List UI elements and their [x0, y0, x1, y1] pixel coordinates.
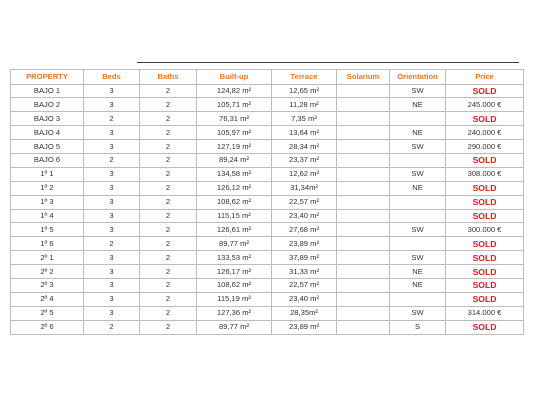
table-row: [11, 112, 524, 126]
baths-cell: 2: [140, 320, 197, 334]
terrace-cell: 12,65 m²: [272, 84, 337, 98]
table-body: [11, 84, 524, 334]
property-table-container: [10, 69, 523, 335]
baths-cell: 2: [140, 112, 197, 126]
beds-cell: 3: [84, 195, 140, 209]
baths-cell: 2: [140, 84, 197, 98]
built-up-cell: 108,62 m²: [197, 278, 272, 292]
terrace-cell: 23,37 m²: [272, 153, 337, 167]
built-up-cell: 126,17 m²: [197, 265, 272, 279]
property-cell: BAJO 5: [11, 140, 84, 154]
terrace-cell: 12,62 m²: [272, 167, 337, 181]
built-up-cell: 115,15 m²: [197, 209, 272, 223]
terrace-cell: 23,40 m²: [272, 209, 337, 223]
table-row: [11, 181, 524, 195]
beds-cell: 3: [84, 278, 140, 292]
table-row: [11, 251, 524, 265]
price-cell: 314.000 €: [446, 306, 524, 320]
orientation-cell: SW: [390, 84, 446, 98]
table-row: [11, 320, 524, 334]
beds-cell: 3: [84, 84, 140, 98]
table-row: [11, 84, 524, 98]
table-header: [11, 70, 524, 85]
beds-cell: 3: [84, 209, 140, 223]
solarium-cell: [337, 153, 390, 167]
terrace-cell: 28,34 m²: [272, 140, 337, 154]
table-row: [11, 126, 524, 140]
terrace-cell: 22,57 m²: [272, 278, 337, 292]
property-cell: BAJO 4: [11, 126, 84, 140]
orientation-cell: [390, 209, 446, 223]
header-orientation: Orientation: [390, 70, 446, 85]
property-cell: BAJO 3: [11, 112, 84, 126]
beds-cell: 3: [84, 140, 140, 154]
built-up-cell: 105,71 m²: [197, 98, 272, 112]
header-row: [11, 70, 524, 85]
beds-cell: 2: [84, 320, 140, 334]
header-built-up: Built-up: [197, 70, 272, 85]
property-cell: 1º 3: [11, 195, 84, 209]
terrace-cell: 28,35m²: [272, 306, 337, 320]
baths-cell: 2: [140, 223, 197, 237]
table-row: [11, 209, 524, 223]
property-cell: 2º 4: [11, 292, 84, 306]
orientation-cell: SW: [390, 140, 446, 154]
beds-cell: 3: [84, 167, 140, 181]
price-cell: SOLD: [446, 278, 524, 292]
price-cell: 290.000 €: [446, 140, 524, 154]
solarium-cell: [337, 320, 390, 334]
price-cell: SOLD: [446, 320, 524, 334]
property-cell: BAJO 1: [11, 84, 84, 98]
beds-cell: 3: [84, 306, 140, 320]
terrace-cell: 31,34m²: [272, 181, 337, 195]
baths-cell: 2: [140, 278, 197, 292]
property-cell: 2º 1: [11, 251, 84, 265]
built-up-cell: 89,24 m²: [197, 153, 272, 167]
built-up-cell: 133,53 m²: [197, 251, 272, 265]
built-up-cell: 89,77 m²: [197, 320, 272, 334]
baths-cell: 2: [140, 181, 197, 195]
price-cell: SOLD: [446, 84, 524, 98]
orientation-cell: SW: [390, 167, 446, 181]
solarium-cell: [337, 278, 390, 292]
solarium-cell: [337, 251, 390, 265]
built-up-cell: 127,19 m²: [197, 140, 272, 154]
terrace-cell: 27,68 m²: [272, 223, 337, 237]
built-up-cell: 108,62 m²: [197, 195, 272, 209]
beds-cell: 3: [84, 265, 140, 279]
baths-cell: 2: [140, 167, 197, 181]
beds-cell: 3: [84, 251, 140, 265]
price-cell: SOLD: [446, 195, 524, 209]
baths-cell: 2: [140, 237, 197, 251]
price-cell: 308.000 €: [446, 167, 524, 181]
price-cell: SOLD: [446, 153, 524, 167]
orientation-cell: S: [390, 320, 446, 334]
terrace-cell: 23,40 m²: [272, 292, 337, 306]
built-up-cell: 105,97 m²: [197, 126, 272, 140]
solarium-cell: [337, 181, 390, 195]
table-row: [11, 223, 524, 237]
solarium-cell: [337, 209, 390, 223]
baths-cell: 2: [140, 251, 197, 265]
table-row: [11, 265, 524, 279]
terrace-cell: 7,35 m²: [272, 112, 337, 126]
price-cell: 245.000 €: [446, 98, 524, 112]
baths-cell: 2: [140, 265, 197, 279]
built-up-cell: 127,36 m²: [197, 306, 272, 320]
table-row: [11, 306, 524, 320]
price-cell: SOLD: [446, 251, 524, 265]
table-row: [11, 140, 524, 154]
solarium-cell: [337, 167, 390, 181]
terrace-cell: 23,89 m²: [272, 320, 337, 334]
beds-cell: 2: [84, 237, 140, 251]
built-up-cell: 126,61 m²: [197, 223, 272, 237]
built-up-cell: 89,77 m²: [197, 237, 272, 251]
orientation-cell: [390, 195, 446, 209]
built-up-cell: 134,58 m²: [197, 167, 272, 181]
orientation-cell: [390, 237, 446, 251]
orientation-cell: NE: [390, 181, 446, 195]
solarium-cell: [337, 140, 390, 154]
orientation-cell: SW: [390, 223, 446, 237]
header-price: Price: [446, 70, 524, 85]
property-cell: 1º 4: [11, 209, 84, 223]
baths-cell: 2: [140, 126, 197, 140]
beds-cell: 3: [84, 126, 140, 140]
orientation-cell: SW: [390, 251, 446, 265]
header-baths: Baths: [140, 70, 197, 85]
terrace-cell: 11,28 m²: [272, 98, 337, 112]
solarium-cell: [337, 195, 390, 209]
property-cell: 2º 2: [11, 265, 84, 279]
price-cell: SOLD: [446, 237, 524, 251]
baths-cell: 2: [140, 153, 197, 167]
solarium-cell: [337, 265, 390, 279]
table-row: [11, 195, 524, 209]
baths-cell: 2: [140, 98, 197, 112]
price-cell: SOLD: [446, 112, 524, 126]
solarium-cell: [337, 84, 390, 98]
solarium-cell: [337, 98, 390, 112]
price-cell: 300.000 €: [446, 223, 524, 237]
orientation-cell: SW: [390, 306, 446, 320]
table-row: [11, 153, 524, 167]
property-cell: 1º 6: [11, 237, 84, 251]
solarium-cell: [337, 126, 390, 140]
table-row: [11, 167, 524, 181]
price-cell: 240.000 €: [446, 126, 524, 140]
table-row: [11, 278, 524, 292]
property-cell: 1º 2: [11, 181, 84, 195]
baths-cell: 2: [140, 292, 197, 306]
beds-cell: 2: [84, 112, 140, 126]
property-cell: 2º 5: [11, 306, 84, 320]
property-cell: 2º 6: [11, 320, 84, 334]
solarium-cell: [337, 306, 390, 320]
property-cell: BAJO 6: [11, 153, 84, 167]
price-cell: SOLD: [446, 292, 524, 306]
beds-cell: 2: [84, 153, 140, 167]
header-rule: [137, 62, 519, 63]
header-terrace: Terrace: [272, 70, 337, 85]
beds-cell: 3: [84, 223, 140, 237]
terrace-cell: 23,89 m²: [272, 237, 337, 251]
property-cell: 1º 5: [11, 223, 84, 237]
table-row: [11, 292, 524, 306]
property-price-table: [10, 69, 524, 335]
price-cell: SOLD: [446, 181, 524, 195]
baths-cell: 2: [140, 195, 197, 209]
price-cell: SOLD: [446, 265, 524, 279]
header-solarium: Solarium: [337, 70, 390, 85]
terrace-cell: 13,64 m²: [272, 126, 337, 140]
solarium-cell: [337, 237, 390, 251]
header-beds: Beds: [84, 70, 140, 85]
orientation-cell: NE: [390, 278, 446, 292]
beds-cell: 3: [84, 181, 140, 195]
property-cell: BAJO 2: [11, 98, 84, 112]
orientation-cell: [390, 112, 446, 126]
orientation-cell: [390, 153, 446, 167]
baths-cell: 2: [140, 140, 197, 154]
beds-cell: 3: [84, 292, 140, 306]
solarium-cell: [337, 292, 390, 306]
price-cell: SOLD: [446, 209, 524, 223]
baths-cell: 2: [140, 209, 197, 223]
terrace-cell: 31,33 m²: [272, 265, 337, 279]
solarium-cell: [337, 223, 390, 237]
table-row: [11, 237, 524, 251]
built-up-cell: 124,82 m²: [197, 84, 272, 98]
solarium-cell: [337, 112, 390, 126]
built-up-cell: 76,31 m²: [197, 112, 272, 126]
header-property: PROPERTY: [11, 70, 84, 85]
beds-cell: 3: [84, 98, 140, 112]
orientation-cell: [390, 292, 446, 306]
terrace-cell: 22,57 m²: [272, 195, 337, 209]
table-row: [11, 98, 524, 112]
built-up-cell: 126,12 m²: [197, 181, 272, 195]
property-cell: 1º 1: [11, 167, 84, 181]
built-up-cell: 115,19 m²: [197, 292, 272, 306]
terrace-cell: 37,89 m²: [272, 251, 337, 265]
orientation-cell: NE: [390, 98, 446, 112]
property-cell: 2º 3: [11, 278, 84, 292]
orientation-cell: NE: [390, 126, 446, 140]
orientation-cell: NE: [390, 265, 446, 279]
baths-cell: 2: [140, 306, 197, 320]
